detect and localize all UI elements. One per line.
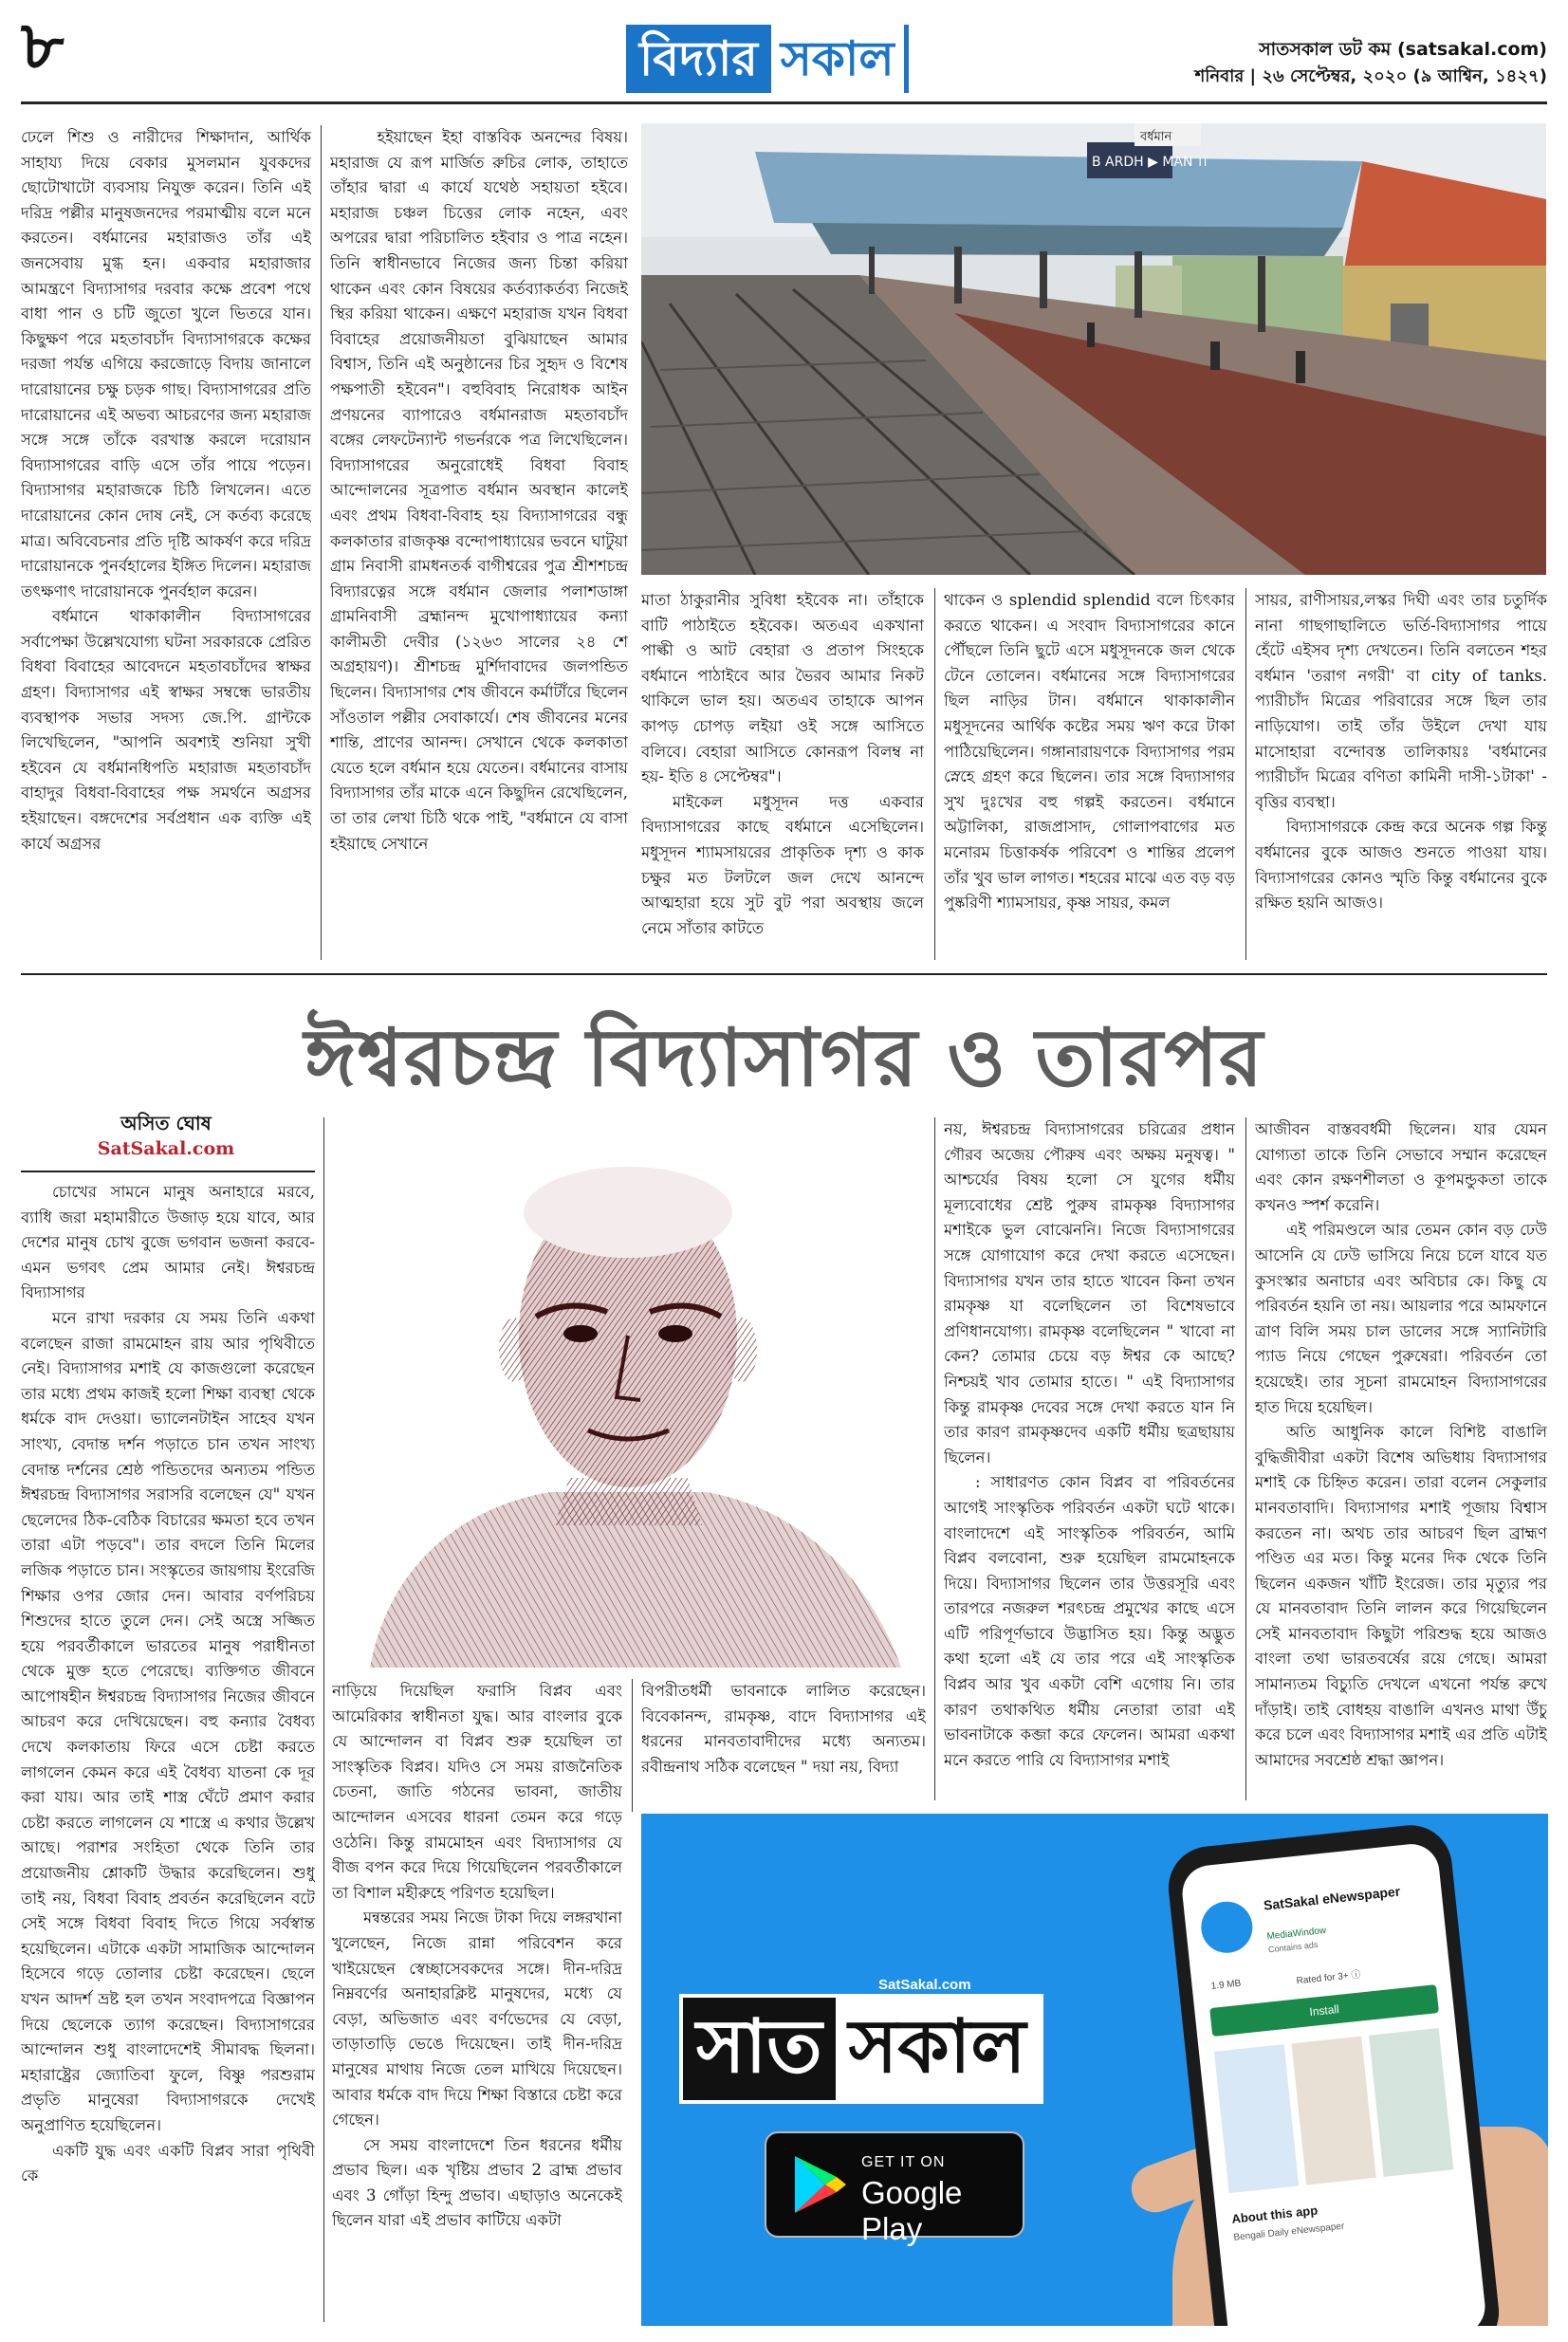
google-play-badge[interactable] [765, 2131, 1024, 2246]
app-screenshot [1292, 2037, 1376, 2185]
paragraph: বিদ্যাসাগরকে কেন্দ্র করে অনেক গল্প কিন্তু বর্ধমানের বুকে আজও শুনতে পাওয়া যায়। বিদ্যাসাগরের কোনও স্মৃতি কিন্তু বর্ধমানের বুকে রক্ষিত হয়নি আজও। [1255, 818, 1547, 913]
author-site: SatSakal.com [97, 1138, 235, 1159]
app-rating: Rated for 3+ ⓘ [1296, 1969, 1362, 1987]
station-board-text: B ARDH ▶ MAN ।। [1092, 155, 1208, 170]
logo-right: সকাল [836, 1998, 1040, 2100]
masthead-right: সকাল [771, 25, 909, 93]
article-column-1 [21, 1180, 315, 2323]
ad-brand-site: SatSakal.com [878, 1977, 971, 1993]
satsakal-logo [679, 1994, 1043, 2104]
column-divider [1245, 588, 1246, 960]
install-button[interactable]: Install [1209, 1984, 1439, 2037]
paragraph: সে সময় বাংলাদেশে তিন ধরনের ধর্মীয় প্রভাব ছিল। এক খৃষ্টিয় প্রভাব 2 ব্রাহ্ম প্রভাব এবং 3 গোঁড়া হিন্দু প্রভাব। এছাড়াও অনেকেই ছিলেন যারা এই প্রভাব কাটিয়ে একটা [332, 2135, 622, 2230]
article-column-4 [944, 1117, 1235, 1800]
site-name: সাতসকাল ডট কম (satsakal.com) [1259, 39, 1547, 60]
railway-station-photo [641, 123, 1546, 575]
gp-main-label: Google Play [861, 2175, 963, 2246]
app-name: SatSakal eNewspaper [1263, 1883, 1401, 1913]
paragraph: নয়, ঈশ্বরচন্দ্র বিদ্যাসাগরের চরিত্রের প্রধান গৌরব অজেয় পৌরুষ এবং অক্ষয় মনুষত্ব। " আশ্চর্যের বিষয় হলো সে যুগের ধর্মীয় মূল্যবোধের শ্রেষ্ট পুরুষ রামকৃষ্ণ বিদ্যাসাগর মশাইকে ভুল বোঝেননি। নিজে বিদ্যাসাগরের সঙ্গে যোগাযোগ করে দেখা করতে এসেছেন। বিদ্যাসাগর যখন তার হাতে খাবেন কিনা তখন রামকৃষ্ণ যা বলেছিলেন তা বিশেষভাবে প্রণিধানযোগ্য। রামকৃষ্ণ বলেছিলেন " খাবো না কেন? তোমার চেয়ে বড় ঈশ্বর কে আছে? নিশ্চয়ই খাব তোমার হাতে। " এই বিদ্যাসাগর কিন্তু রামকৃষ্ণ দেবের সঙ্গে দেখা করতে যান নি তার কারণ রামকৃষ্ণদেব একটি ধর্মীয় ছত্রছায়ায় ছিলেন। [944, 1120, 1235, 1466]
paragraph: একটি যুদ্ধ এবং একটি বিপ্লব সারা পৃথিবী কে [21, 2141, 315, 2185]
paragraph: মাইকেল মধুসূদন দত্ত একবার বিদ্যাসাগরের কাছে বর্ধমানে এসেছিলেন। মধুসূদন শ্যামসায়রের প্রাকৃতিক দৃশ্য ও কাক চক্ষুর মত টলটলে জল দেখে আনন্দে আত্মহারা হয়ে সুট বুট পরা অবস্থায় জলে নেমে সাঁতার কাটতে [641, 792, 924, 937]
paragraph: মাতা ঠাকুরানীর সুবিধা হইবেক না। তাঁহাকে বাটি পাঠাইতে হইবেক। অতএব একখানা পাল্কী ও আট বেহারা ও প্রতাপ সিংহকে বর্ধমানে পাঠাইবে আর ভৈরব আমার নিকট থাকিলে ভাল হয়। অতএব তাহাকে আপন কাপড় চোপড় লইয়া ওই সঙ্গে আসিতে বলিবে। বেহারা আসিতে কোনরূপ বিলম্ব না হয়- ইতি ৪ সেপ্টেম্বর"। [641, 591, 924, 786]
top-column-4 [944, 588, 1235, 960]
masthead-logo [626, 25, 909, 93]
paragraph: বর্ধমানে থাকাকালীন বিদ্যাসাগরের সর্বাপেক্ষা উল্লেখযোগ্য ঘটনা সরকারকে প্রেরিত বিধবা বিবাহের আবেদনে মহতাবচাঁদের স্বাক্ষর গ্রহণ। বিদ্যাসাগর এই স্বাক্ষর সম্বন্ধে ভারতীয় ব্যবস্থাপক সভার সদস্য জে.পি. গ্রান্টকে লিখেছিলেন, "আপনি অবশ্যই শুনিয়া সুখী হইবেন যে বর্ধমানধিপতি মহারাজ মহতাবচাঁদ বাহাদুর বিধবা-বিবাহের পক্ষ সমর্থনে অগ্রসর হইয়াছেন। বঙ্গদেশের সর্বপ্রধান এক ব্যক্তি এই কার্যে অগ্রসর [21, 607, 311, 853]
top-column-2 [330, 125, 628, 960]
page-number: ৮ [21, 6, 65, 84]
paragraph: এই পরিমণ্ডলে আর তেমন কোন বড় ঢেউ আসেনি যে ঢেউ ভাসিয়ে নিয়ে চলে যাবে যত কুসংস্কার অনাচার এবং অবিচার কে। কিছু যে পরিবর্তন হয়নি তা নয়। আয়লার পরে আমফানে ত্রাণ বিলি সময় চাল ডালের সঙ্গে স্যানিটারি প্যাড নিয়ে গেছেন পুরুষেরা। পরিবর্তন তো হয়েছেই। তার সূচনা রামমোহন বিদ্যাসাগরের হাত দিয়ে হয়েছিল। [1255, 1221, 1547, 1416]
article-column-3 [641, 1679, 926, 1802]
paragraph: বিপরীতধর্মী ভাবনাকে লালিত করেছেন। বিবেকানন্দ, রামকৃষ্ণ, বাদে বিদ্যাসাগর এই ধরনের মানবতাবাদীদের মধ্যে অন্যতম। রবীন্দ্রনাথ সঠিক বলেছেন " দয়া নয়, বিদ্যা [641, 1682, 926, 1776]
article-headline: ঈশ্বরচন্দ্র বিদ্যাসাগর ও তারপর [304, 1011, 1264, 1104]
paragraph: চোখের সামনে মানুষ অনাহারে মরবে, ব্যাধি জরা মহামারীতে উজাড় হয়ে যাবে, আর দেশের মানুষ চোখ বুজে ভগবান ভজনা করবে- এমন ভগবৎ প্রেম আমার নেই। ঈশ্বরচন্দ্র বিদ্যাসাগর [21, 1183, 315, 1302]
column-divider [632, 1679, 633, 1812]
paragraph: নাড়িয়ে দিয়েছিল ফরাসি বিপ্লব এবং আমেরিকার স্বাধীনতা যুদ্ধ। আর বাংলার বুকে যে আন্দোলন বা বিপ্লব শুরু হয়েছিল তা সাংস্কৃতিক বিপ্লব। যদিও সে সময় রাজনৈতিক চেতনা, জাতি গঠনের ভাবনা, জাতীয় আন্দোলন এসবের ধারনা তেমন করে গড়ে ওঠেনি। কিন্তু রামমোহন এবং বিদ্যাসাগর যে বীজ বপন করে দিয়ে গিয়েছিলেন পরবর্তীকালে তা বিশাল মহীরুহে পরিণত হয়েছিল। [332, 1682, 622, 1902]
app-screenshot [1214, 2044, 1299, 2193]
top-column-1 [21, 125, 311, 960]
top-column-3 [641, 588, 924, 960]
column-divider [321, 125, 322, 960]
section-rule [21, 973, 1547, 975]
header-rule [21, 101, 1547, 104]
article-column-2 [332, 1679, 622, 2324]
paragraph: : সাধারণত কোন বিপ্লব বা পরিবর্তনের আগেই সাংস্কৃতিক পরিবর্তন একটা ঘটে থাকে। বাংলাদেশে এই সাংস্কৃতিক পরিবর্তন, আমি বিপ্লব বলবোনা, শুরু হয়েছিল রামমোহনকে দিয়ে। বিদ্যাসাগর ছিলেন তার উত্তরসূরি এবং তারপরে নজরুল শরৎচন্দ্র প্রমুখের কাছে এসে এটি পরিপূর্ণভাবে উদ্ভাসিত হয়। কিন্তু অদ্ভুত কথা হলো এই যে তার পরে এই সাংস্কৃতিক বিপ্লব আর খুব একটা বেশি এগোয় নি। তার কারণ তথাকথিত ধর্মীয় নেতারা তারা এই ভাবনাটাকে কব্জা করে ফেলেন। আমরা একথা মনে করতে পারি যে বিদ্যাসাগর মশাই [944, 1473, 1235, 1769]
paragraph: থাকেন ও splendid splendid বলে চিৎকার করতে থাকেন। এ সংবাদ বিদ্যাসাগরের কানে পৌঁছলে তিনি ছুটে এসে মধুসূদনকে জল থেকে টেনে তোলেন। বর্ধমানের সঙ্গে বিদ্যাসাগরের ছিল নাড়ির টান। বর্ধমানে থাকাকালীন মধুসূদনের আর্থিক কষ্টের সময় ঋণ করে টাকা পাঠিয়েছিলেন। গঙ্গানারায়ণকে বিদ্যাসাগর পরম স্নেহে গ্রহণ করে ছিলেন। তার সঙ্গে বিদ্যাসাগর সুখ দুঃখের বহু গল্পই করতেন। বর্ধমানে অট্টালিকা, রাজপ্রাসাদ, গোলাপবাগের মত মনোরম চিত্তাকর্ষক পরিবেশ ও শান্তির প্রলেপ তাঁর খুব ভাল লাগত। শহরের মাঝে এত বড় বড় পুষ্করিণী শ্যামসায়র, কৃষ্ণ সায়র, কমল [944, 591, 1235, 913]
app-subtext: Contains ads [1267, 1939, 1319, 1955]
station-board-bengali: বর্ধমান [1140, 130, 1172, 144]
column-divider [1245, 1117, 1246, 1800]
phone-screen [1180, 1841, 1488, 2326]
paragraph: মন্বন্তরের সময় নিজে টাকা দিয়ে লঙ্গরখানা খুলেছেন, নিজে রান্না পরিবেশন করে খাইয়েছেন স্বেচ্ছাসেবকদের সঙ্গে। দীন-দরিদ্র নিম্নবর্ণের অনাহারক্লিষ্ট মানুষদের, মধ্যে যে বেড়া, অভিজাত এবং বর্ণভেদের যে বেড়া, তাড়াতাড়ি ভেঙে দিয়েছেন। তাই দীন-দরিদ্র মানুষের মাথায় নিজে তেল মাখিয়ে দিয়েছেন। আবার ধর্মকে বাদ দিয়ে শিক্ষা বিস্তারে চেষ্টা করে গেছেন। [332, 1909, 622, 2130]
app-size: 1.9 MB [1210, 1978, 1242, 1992]
logo-left: সাত [683, 1998, 836, 2100]
about-heading: About this app [1230, 2203, 1319, 2226]
app-icon [1199, 1899, 1255, 1955]
column-divider [934, 588, 935, 960]
paragraph: আজীবন বাস্তববর্ধমী ছিলেন। যার যেমন যোগ্যতা তাকে তিনি সেভাবে সম্মান করেছেন এবং কোন রক্ষণশীলতা ও কূপমন্ডুকতা তাকে কখনও স্পর্শ করেনি। [1255, 1120, 1547, 1214]
gp-top-label: GET IT ON [861, 2154, 946, 2170]
paragraph: অতি আধুনিক কালে বিশিষ্ট বাঙালি বুদ্ধিজীবীরা একটা বিশেষ অভিধায় বিদ্যাসাগর মশাই কে চিহ্নিত করেন। তারা বলেন সেকুলার মানবতাবাদি। বিদ্যাসাগর মশাই পূজায় বিশ্বাস করতেন না। অথচ তার আচরণ ছিল ব্রাহ্মণ পণ্ডিত এর মত। কিন্তু মনের দিক থেকে তিনি ছিলেন একজন খাঁটি ইংরেজ। তার মৃত্যুর পর যে মানবতাবাদ তিনি লালন করে গিয়েছিলেন সেই মানবতাবাদ কিছুটা পরিশুদ্ধ হয়ে আজও বাংলা তথা ভারতবর্ষের রয়ে গেছে। আমরা সামান্যতম বিচ্যুতি দেখলে এখনো পর্যন্ত রুখে দাঁড়াই। তাই বোধহয় বাঙালি এখনও মাথা উঁচু করে চলে এবং বিদ্যাসাগর মশাই এর প্রতি এটাই আমাদের সবশ্রেষ্ঠ শ্রদ্ধা জ্ঞাপন। [1255, 1423, 1547, 1769]
author-name: অসিত ঘোষ [120, 1112, 212, 1134]
paragraph: হইয়াছেন ইহা বাস্তবিক অনন্দের বিষয়।মহারাজ যে রূপ মার্জিত রুচির লোক, তাহাতে তাঁহার দ্বারা এ কার্যে যথেষ্ঠ সহায়তা হইবে। মহারাজ চঞ্চল চিত্তের লোক নহেন, এবং অপরের দ্বারা পরিচালিত হইবার ও পাত্র নহেন। তিনি স্বাধীনভাবে নিজের জন্য চিন্তা করিয়া থাকেন এবং কোন বিষয়ের কর্তব্যাকর্তব্য নিজেই স্থির করিয়া থাকেন। এক্ষণে মহারাজ যখন বিধবা বিবাহের প্রয়োজনীয়তা বুঝিয়াছেন আমার বিশ্বাস, তিনি এই অনুষ্ঠানের চির সুহৃদ ও বিশেষ পক্ষপাতী হইবেন"। বহুবিবাহ নিরোধক আইন প্রণয়নের ব্যাপারেও বর্ধমানরাজ মহতাবচাঁদ বঙ্গের লেফটেন্যান্ট গভর্নরকে পত্র লিখেছিলেন। বিদ্যাসাগরের অনুরোধেই বিধবা বিবাহ আন্দোলনের সূত্রপাত বর্ধমান অবস্থান কালেই এবং প্রথম বিধবা-বিবাহ হয় বিদ্যাসাগরের বন্ধু কলকাতার রাজকৃষ্ণ বন্দোপাধ্যায়ের ভবনে ঘাটুয়া গ্রাম নিবাসী রামধনতর্ক বাগীশ্বরের পুত্র শ্রীশশচন্দ্র বিদ্যারত্নের সঙ্গে বর্ধমান জেলার পলাশডাঙ্গা গ্রামনিবাসী ব্রহ্মানন্দ মুখোপাধ্যায়ের কন্যা কালীমতী দেবীর (১২৬৩ সালের ২৪ শে অগ্রহায়ণ)। শ্রীশচন্দ্র মুর্শিদাবাদের জলপন্ডিত ছিলেন। বিদ্যাসাগর শেষ জীবনে কর্মাটাঁরে ছিলেন সাঁওতাল পল্লীর সেবাকার্যে। শেষ জীবনের মনের শান্তি, প্রাণের আনন্দ। সেখানে থেকে কলকাতা যেতে হলে বর্ধমান হয়ে যেতেন। বর্ধমানের বাসায় বিদ্যাসাগর তাঁর মাকে এনে কিছুদিন রেখেছিলেন, তা তার লেখা চিঠি থকে পাই, "বর্ধমানে যে বাসা হইয়াছে সেখানে [330, 128, 628, 853]
vidyasagar-portrait [332, 1117, 925, 1668]
article-column-5 [1255, 1117, 1547, 1800]
paragraph: মনে রাখা দরকার যে সময় তিনি একথা বলেছেন রাজা রামমোহন রায় আর পৃথিবীতে নেই। বিদ্যাসাগর মশাই যে কাজগুলো করেছেন তার মধ্যে প্রথম কাজই হলো শিক্ষা ব্যবস্থা থেকে ধর্মকে বাদ দেওয়া। ভ্যালেনটাইন সাহেব যখন সাংখ্য, বেদান্ত দর্শন পড়াতে চান তখন সাংখ্য বেদান্ত দর্শনের শ্রেষ্ঠ পন্ডিতদের অন্যতম পন্ডিত ঈশ্বরচন্দ্র বিদ্যাসাগর সরাসরি বলেছেন যে" যখন ছেলেদের ঠিক-বেঠিক বিচারের ক্ষমতা হবে তখন তারা এটা পড়বে"। তার বদলে তিনি মিলের লজিক পড়াতে চান। সংস্কৃতের জায়গায় ইংরেজি শিক্ষার ওপর জোর দেন। আবার বর্ণপরিচয় শিশুদের হাতে তুলে দেন। সেই অস্ত্রে সজ্জিত হয়ে পরবর্তীকালে ভারতের মানুষ পরাধীনতা থেকে মুক্ত হতে পেরেছে। ব্যক্তিগত জীবনে আপোষহীন ঈশ্বরচন্দ্র বিদ্যাসাগর নিজের জীবনে আচরণ করে দেখিয়েছেন। বহু কন্যার বৈধব্য দেখে কলকাতায় ফিরে এসে চেষ্টা করতে লাগলেন কেমন করে এই বৈধব্য যাতনা কে দূর করা যায়। আর তাই শাস্ত্র ঘেঁটে প্রমাণ করার চেষ্টা করতে লাগলেন যে শাস্ত্রে এ কথার উল্লেখ আছে। পরাশর সংহিতা থেকে তিনি তার প্রয়োজনীয় শ্লোকটি উদ্ধার করেছিলেন। শুধু তাই নয়, বিধবা বিবাহ প্রবর্তন করেছিলেন বটে সেই সঙ্গে বিধবা বিবাহ দিতে গিয়ে সর্বস্বান্ত হয়েছিলেন। এটাকে একটা সামাজিক আন্দোলন হিসেবে গড়ে তোলার চেষ্টা করেছেন। ছেলে যখন আদর্শ ভ্রষ্ট হল তখন সংবাদপত্রে বিজ্ঞাপন দিয়ে ছেলেকে ত্যাগ করেছেন। বিদ্যাসাগরের আন্দোলন শুধু বাংলাদেশেই সীমাবদ্ধ ছিলনা। মহারাষ্ট্রের জ্যোতিবা ফুলে, বিষ্ণু পরশুরাম প্রভৃতি মানুষেরা বিদ্যাসাগরকে দেখেই অনুপ্রাণিত হয়েছিলেন। [21, 1308, 315, 2134]
issue-date: শনিবার | ২৬ সেপ্টেম্বর, ২০২০ (৯ আশ্বিন, ১৪২৭) [1194, 66, 1547, 86]
column-divider [934, 1117, 935, 1800]
paragraph: সায়র, রাণীসায়র,লস্কর দিঘী এবং তার চতুর্দিক নানা গাছগাছালিতে ভর্তি-বিদ্যাসাগর পায়ে হেঁটে এইসব দৃশ্য দেখতেন। তিনি বলতেন শহর বর্ধমান 'তরাগ নগরী' বা city of tanks. প্যারীচাঁদ মিত্রের পরিবারের সঙ্গে ছিল তার নাড়িযোগ। তাই তাঁর উইলে দেখা যায় মাসোহারা বন্দোবস্ত তালিকায়ঃ 'বর্ধমানের প্যারীচাঁদ মিত্রের বণিতা কামিনী দাসী-১টাকা' - বৃত্তির ব্যবস্থা। [1255, 591, 1547, 811]
top-column-5 [1255, 588, 1547, 960]
paragraph: ঢেলে শিশু ও নারীদের শিক্ষাদান, আর্থিক সাহায্য দিয়ে বেকার মুসলমান যুবকদের ছোটোখাটো ব্যবসায় নিযুক্ত করেন। তিনি এই দরিদ্র পল্লীর মানুষজনদের পরমাত্মীয় বলে মনে করতেন। বর্ধমানের মহারাজও তাঁর এই জনসেবায় মুগ্ধ হন। একবার মহারাজার আমন্ত্রণে বিদ্যাসাগর দরবার কক্ষে প্রবেশ পথে বাধা পান ও চটি জুতো খুলে ভিতরে যান। কিছুক্ষণ পরে মহতাবচাঁদ বিদ্যাসাগরকে কক্ষের দরজা পর্যন্ত এগিয়ে করজোড়ে বিদায় জানালে দারোয়ানের চক্ষু চড়ক গাছ। বিদ্যাসাগরের প্রতি দারোয়ানের এই অভব্য আচরণের জন্য মহারাজ সঙ্গে সঙ্গে তাঁকে বরখাস্ত করলে দরোয়ান বিদ্যাসাগরের বাড়ি এসে তাঁর পায়ে পড়েন। বিদ্যাসাগর মহারাজকে চিঠি লিখলেন। এতে দারোয়ানের কোন দোষ নেই, সে কর্তব্য করেছে মাত্র। অবিবেচনার প্রতি দৃষ্টি আকর্ষণ করে দরিদ্র দারোয়ানকে পুনর্বহালের ইঙ্গিত দিলেন। মহারাজ তৎক্ষণাৎ দারোয়ানকে পুনর্বহাল করেন। [21, 128, 311, 600]
column-divider [323, 1117, 324, 2322]
about-text: Bengali Daily eNewspaper [1233, 2221, 1345, 2243]
app-screenshot [1369, 2028, 1453, 2177]
play-store-icon [791, 2154, 848, 2215]
masthead-left: বিদ্যার [626, 25, 771, 93]
app-developer: MediaWindow [1266, 1925, 1327, 1943]
app-advertisement[interactable] [641, 1814, 1548, 2326]
byline-rule [21, 1171, 315, 1172]
phone-frame [1165, 1821, 1503, 2326]
